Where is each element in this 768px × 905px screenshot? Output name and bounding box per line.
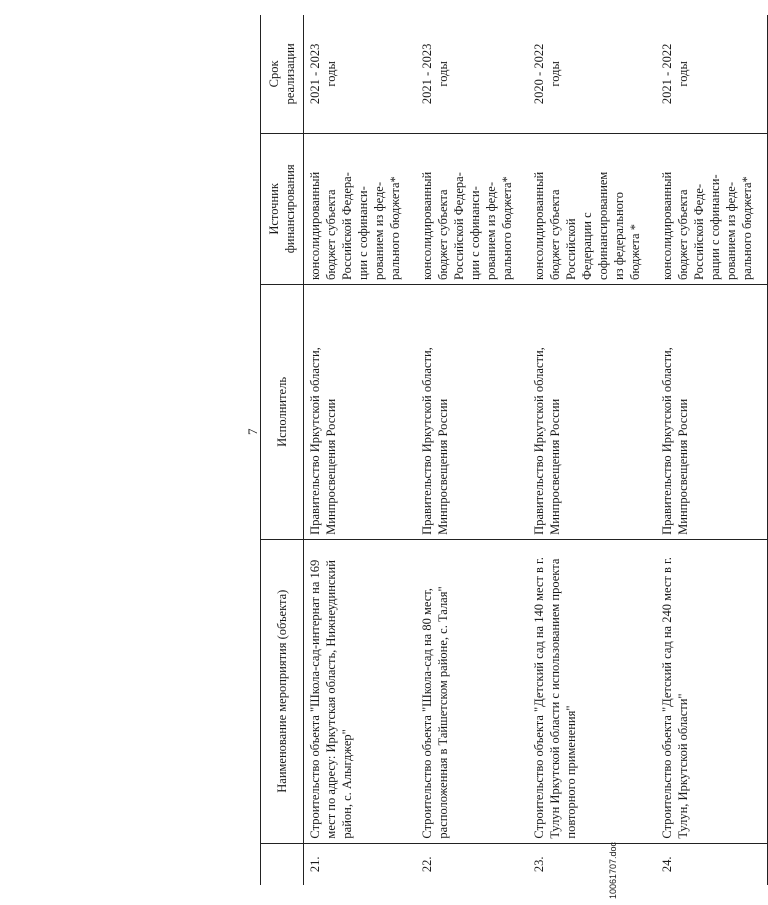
row-executor: Правительство Иркутской области, Минпросвещения России (656, 285, 768, 540)
header-source: Источник финансирования (261, 133, 304, 284)
row-executor: Правительство Иркутской области, Минпросвещения России (528, 285, 656, 540)
row-term: 2021 - 2023 годы (416, 15, 528, 133)
header-executor: Исполнитель (261, 285, 304, 540)
row-number: 24. (656, 843, 768, 885)
header-name: Наименование мероприятия (объекта) (261, 539, 304, 843)
row-term: 2021 - 2022 годы (656, 15, 768, 133)
header-number (261, 843, 304, 885)
row-term: 2021 - 2023 годы (304, 15, 416, 133)
row-term: 2020 - 2022 годы (528, 15, 656, 133)
row-number: 21. (308, 856, 322, 873)
row-name: Строительство объекта "Детский сад на 140 мест в г. Тулун Иркутской области с использованием проекта повторного применения" (528, 539, 656, 843)
row-executor: Правительство Иркутской области, Минпросвещения России (304, 285, 416, 540)
row-number: 23. (531, 856, 546, 873)
row-source: консолидированный бюджет субъекта Российской Федера- ции с софинанси- рованием из феде- рального бюджета* (304, 133, 416, 284)
table-row (528, 15, 656, 885)
row-name: Строительство объекта "Школа-сад-интернат на 169 мест по адресу: Иркутская область, Нижнеудинский район, с. Алыгджер" (304, 539, 416, 843)
row-executor: Правительство Иркутской области, Минпросвещения России (416, 285, 528, 540)
table-header-row (261, 15, 304, 885)
row-name: Строительство объекта "Детский сад на 240 мест в г. Тулун, Иркутской области" (656, 539, 768, 843)
table-row (304, 15, 416, 885)
table-row (656, 15, 768, 885)
row-name: Строительство объекта "Школа-сад на 80 мест, расположенная в Тайшетском районе, с. Талая" (416, 539, 528, 843)
measures-table (260, 15, 768, 885)
row-source: консолидированный бюджет субъекта Российской Федера- ции с софинанси- рованием из феде- рального бюджета* (416, 133, 528, 284)
page-number: 7 (245, 428, 260, 435)
row-source: консолидированный бюджет субъекта Российской Феде- рации с софинанси- рованием из феде- рального бюджета* (656, 133, 768, 284)
table-row (416, 15, 528, 885)
row-number: 22. (419, 856, 434, 873)
file-id: 10061707.doc (608, 841, 618, 899)
header-term: Срок реализации (261, 15, 304, 133)
row-source: консолидированный бюджет субъекта Российской Федерации с софинансированием из федерального бюджета * (528, 133, 656, 284)
